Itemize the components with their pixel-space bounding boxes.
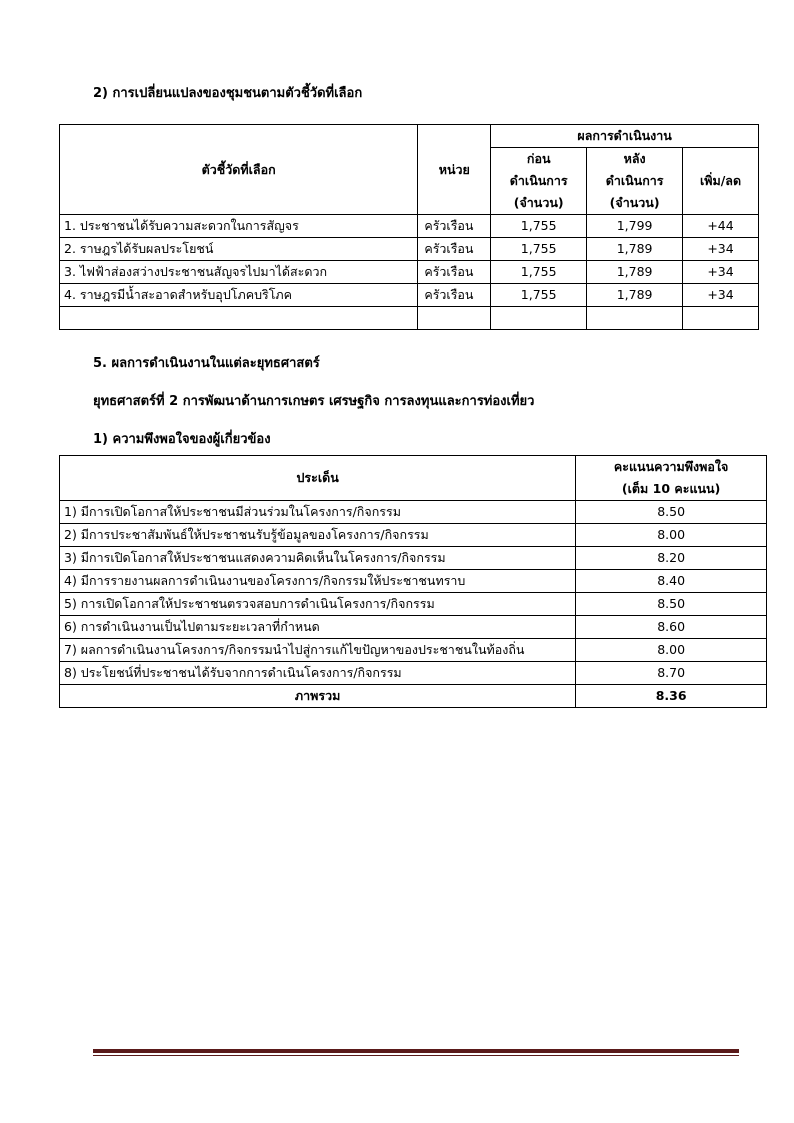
table-row [60,261,759,284]
col-before-header [491,148,587,215]
total-score: 8.36 [576,685,767,708]
footer-rule-thin [93,1055,739,1056]
score-cell: 8.50 [576,593,767,616]
score-cell: 8.50 [576,501,767,524]
col-indicator-header: ตัวชี้วัดที่เลือก [60,125,418,215]
table-row [60,570,767,593]
strategy-title: ยุทธศาสตร์ที่ 2 การพัฒนาด้านการเกษตร เศรษฐกิจ การลงทุนและการท่องเที่ยว [93,394,535,409]
empty-cell [60,307,418,330]
change-cell: +34 [683,261,759,284]
empty-cell [683,307,759,330]
empty-cell [418,307,491,330]
satisfaction-table [59,455,767,708]
table-row [60,524,767,547]
after-cell: 1,789 [587,261,683,284]
issue-cell: 6) การดำเนินงานเป็นไปตามระยะเวลาที่กำหนด [60,616,576,639]
col-score-line: (เต็ม 10 คะแนน) [621,481,721,496]
score-cell: 8.40 [576,570,767,593]
section-strategy-heading: 5. ผลการดำเนินงานในแต่ละยุทธศาสตร์ [93,356,320,371]
col-after-line: (จำนวน) [609,195,660,210]
before-cell: 1,755 [491,238,587,261]
after-cell: 1,789 [587,284,683,307]
col-before-line: ดำเนินการ [509,173,568,188]
score-cell: 8.00 [576,639,767,662]
table-row [60,662,767,685]
unit-cell: ครัวเรือน [418,238,491,261]
empty-table-row [60,307,759,330]
unit-cell: ครัวเรือน [418,215,491,238]
indicator-cell: 2. ราษฎรได้รับผลประโยชน์ [60,238,418,261]
indicator-change-table [59,124,759,330]
unit-cell: ครัวเรือน [418,261,491,284]
table-row [60,284,759,307]
col-score-header [576,456,767,501]
indicator-cell: 3. ไฟฟ้าส่องสว่างประชาชนสัญจรไปมาได้สะดวก [60,261,418,284]
col-before-line: (จำนวน) [513,195,564,210]
col-before-line: ก่อน [526,151,551,166]
table-row [60,616,767,639]
before-cell: 1,755 [491,261,587,284]
issue-cell: 4) มีการรายงานผลการดำเนินงานของโครงการ/กิจกรรมให้ประชาชนทราบ [60,570,576,593]
empty-cell [491,307,587,330]
table-row [60,238,759,261]
col-after-header [587,148,683,215]
issue-cell: 3) มีการเปิดโอกาสให้ประชาชนแสดงความคิดเห็นในโครงการ/กิจกรรม [60,547,576,570]
footer-rule [93,1049,739,1053]
table-row [60,547,767,570]
after-cell: 1,799 [587,215,683,238]
col-score-line: คะแนนความพึงพอใจ [613,459,729,474]
change-cell: +44 [683,215,759,238]
indicator-cell: 4. ราษฎรมีน้ำสะอาดสำหรับอุปโภคบริโภค [60,284,418,307]
score-cell: 8.70 [576,662,767,685]
change-cell: +34 [683,284,759,307]
after-cell: 1,789 [587,238,683,261]
table-row [60,501,767,524]
empty-cell [587,307,683,330]
before-cell: 1,755 [491,215,587,238]
change-cell: +34 [683,238,759,261]
score-cell: 8.60 [576,616,767,639]
issue-cell: 2) มีการประชาสัมพันธ์ให้ประชาชนรับรู้ข้อมูลของโครงการ/กิจกรรม [60,524,576,547]
table-row [60,639,767,662]
col-after-line: ดำเนินการ [605,173,664,188]
table-row [60,215,759,238]
satisfaction-heading: 1) ความพึงพอใจของผู้เกี่ยวข้อง [93,432,271,447]
col-unit-header: หน่วย [418,125,491,215]
col-issue-header: ประเด็น [60,456,576,501]
unit-cell: ครัวเรือน [418,284,491,307]
score-cell: 8.00 [576,524,767,547]
total-label: ภาพรวม [60,685,576,708]
section-change-heading: 2) การเปลี่ยนแปลงของชุมชนตามตัวชี้วัดที่เลือก [93,86,363,101]
table-row [60,593,767,616]
issue-cell: 8) ประโยชน์ที่ประชาชนได้รับจากการดำเนินโครงการ/กิจกรรม [60,662,576,685]
indicator-cell: 1. ประชาชนได้รับความสะดวกในการสัญจร [60,215,418,238]
score-cell: 8.20 [576,547,767,570]
issue-cell: 1) มีการเปิดโอกาสให้ประชาชนมีส่วนร่วมในโครงการ/กิจกรรม [60,501,576,524]
col-after-line: หลัง [623,151,646,166]
col-result-header: ผลการดำเนินงาน [491,125,759,148]
issue-cell: 7) ผลการดำเนินงานโครงการ/กิจกรรมนำไปสู่การแก้ไขปัญหาของประชาชนในท้องถิ่น [60,639,576,662]
issue-cell: 5) การเปิดโอกาสให้ประชาชนตรวจสอบการดำเนินโครงการ/กิจกรรม [60,593,576,616]
col-change-header: เพิ่ม/ลด [683,148,759,215]
total-row [60,685,767,708]
before-cell: 1,755 [491,284,587,307]
